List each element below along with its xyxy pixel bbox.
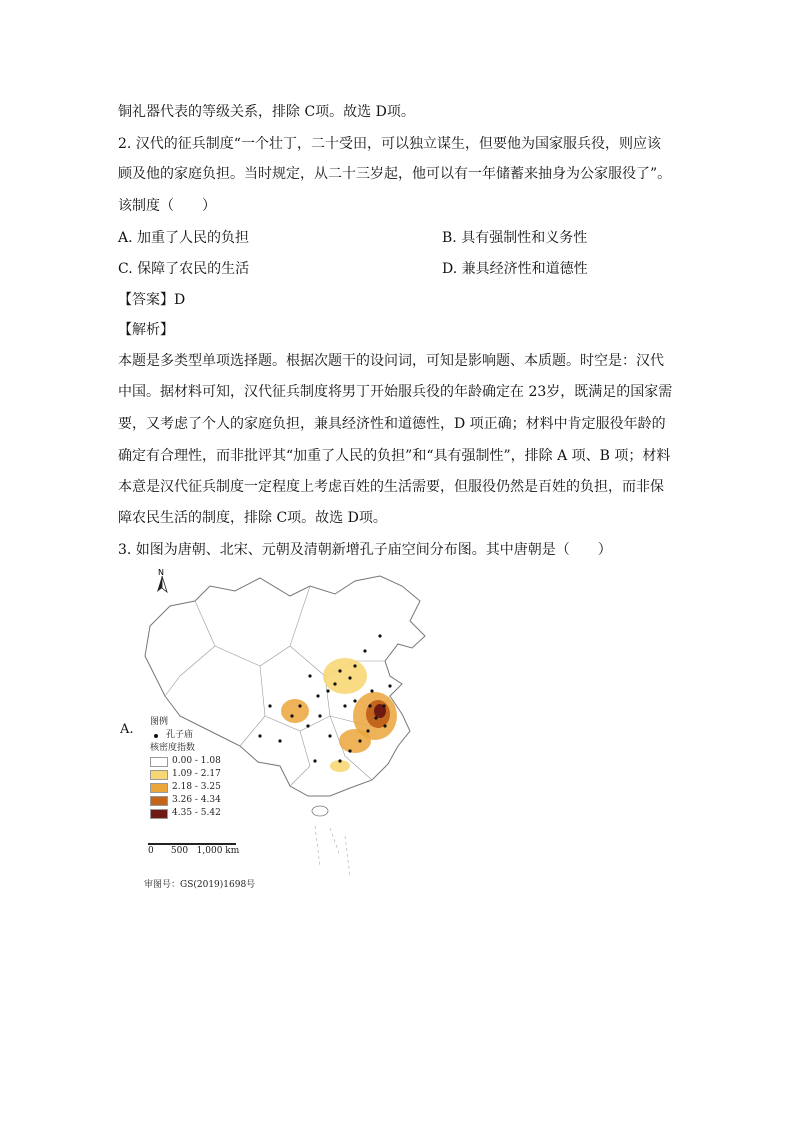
- line-1: 铜礼器代表的等级关系，排除 C项。故选 D项。: [118, 104, 415, 120]
- question-2-line-2: 顾及他的家庭负担。当时规定，从二十三岁起，他可以有一年储蓄来抽身为公家服役了”。: [118, 166, 672, 182]
- legend-swatch: [150, 796, 168, 806]
- point-icon: [154, 734, 158, 738]
- option-c: C. 保障了农民的生活: [118, 261, 250, 277]
- legend-swatch: [150, 783, 168, 793]
- legend-range: 0.00 - 1.08: [172, 756, 221, 766]
- analysis-line-4: 确定有合理性，而非批评其“加重了人民的负担”和“具有强制性”，排除 A 项、B 项；材料: [118, 448, 671, 464]
- question-2-line-1: 2. 汉代的征兵制度“一个壮丁，二十受田，可以独立谋生，但要他为国家服兵役，则应该: [118, 136, 661, 152]
- density-title: 核密度指数: [150, 743, 196, 753]
- map-scale: [148, 846, 239, 856]
- legend-range: 4.35 - 5.42: [172, 808, 221, 818]
- answer: 【答案】D: [118, 292, 186, 308]
- map-credit: 审图号：GS(2019)1698号: [144, 880, 256, 890]
- map-legend: [150, 716, 221, 820]
- analysis-line-2: 中国。据材料可知，汉代征兵制度将男丁开始服兵役的年龄确定在 23岁，既满足的国家需: [118, 384, 673, 400]
- analysis-line-3: 要，又考虑了个人的家庭负担，兼具经济性和道德性，D 项正确；材料中肯定服役年龄的: [118, 416, 666, 432]
- legend-point-label: 孔子庙: [166, 730, 194, 740]
- legend-range: 2.18 - 3.25: [172, 782, 221, 792]
- analysis-title: 【解析】: [118, 322, 174, 338]
- legend-swatch: [150, 770, 168, 780]
- analysis-line-6: 障农民生活的制度，排除 C项。故选 D项。: [118, 510, 387, 526]
- legend-swatch: [150, 809, 168, 819]
- north-label: N: [158, 568, 164, 577]
- option-d: D. 兼具经济性和道德性: [442, 261, 588, 277]
- option-a: A. 加重了人民的负担: [118, 230, 250, 246]
- analysis-line-5: 本意是汉代征兵制度一定程度上考虑百姓的生活需要，但服役仍然是百姓的负担，而非保: [118, 479, 664, 495]
- option-a-marker: A.: [120, 722, 134, 737]
- scale-text: 0 500 1,000 km: [148, 846, 240, 856]
- question-3: 3. 如图为唐朝、北宋、元朝及清朝新增孔子庙空间分布图。其中唐朝是（ ）: [118, 542, 612, 558]
- south-sea-islands: [315, 826, 350, 876]
- legend-swatch: [150, 757, 168, 767]
- legend-title: 图例: [150, 717, 169, 727]
- north-arrow-icon: [157, 576, 167, 592]
- scale-bar: [148, 843, 236, 845]
- hainan-island: [312, 806, 328, 816]
- analysis-line-1: 本题是多类型单项选择题。根据次题干的设问词，可知是影响题、本质题。时空是：汉代: [118, 353, 664, 369]
- density-area: [339, 729, 371, 753]
- legend-range: 1.09 - 2.17: [172, 769, 221, 779]
- density-area: [281, 699, 309, 723]
- question-2-line-3: 该制度（ ）: [118, 198, 216, 214]
- density-area: [323, 658, 367, 694]
- option-b: B. 具有强制性和义务性: [442, 230, 588, 246]
- legend-range: 3.26 - 4.34: [172, 795, 221, 805]
